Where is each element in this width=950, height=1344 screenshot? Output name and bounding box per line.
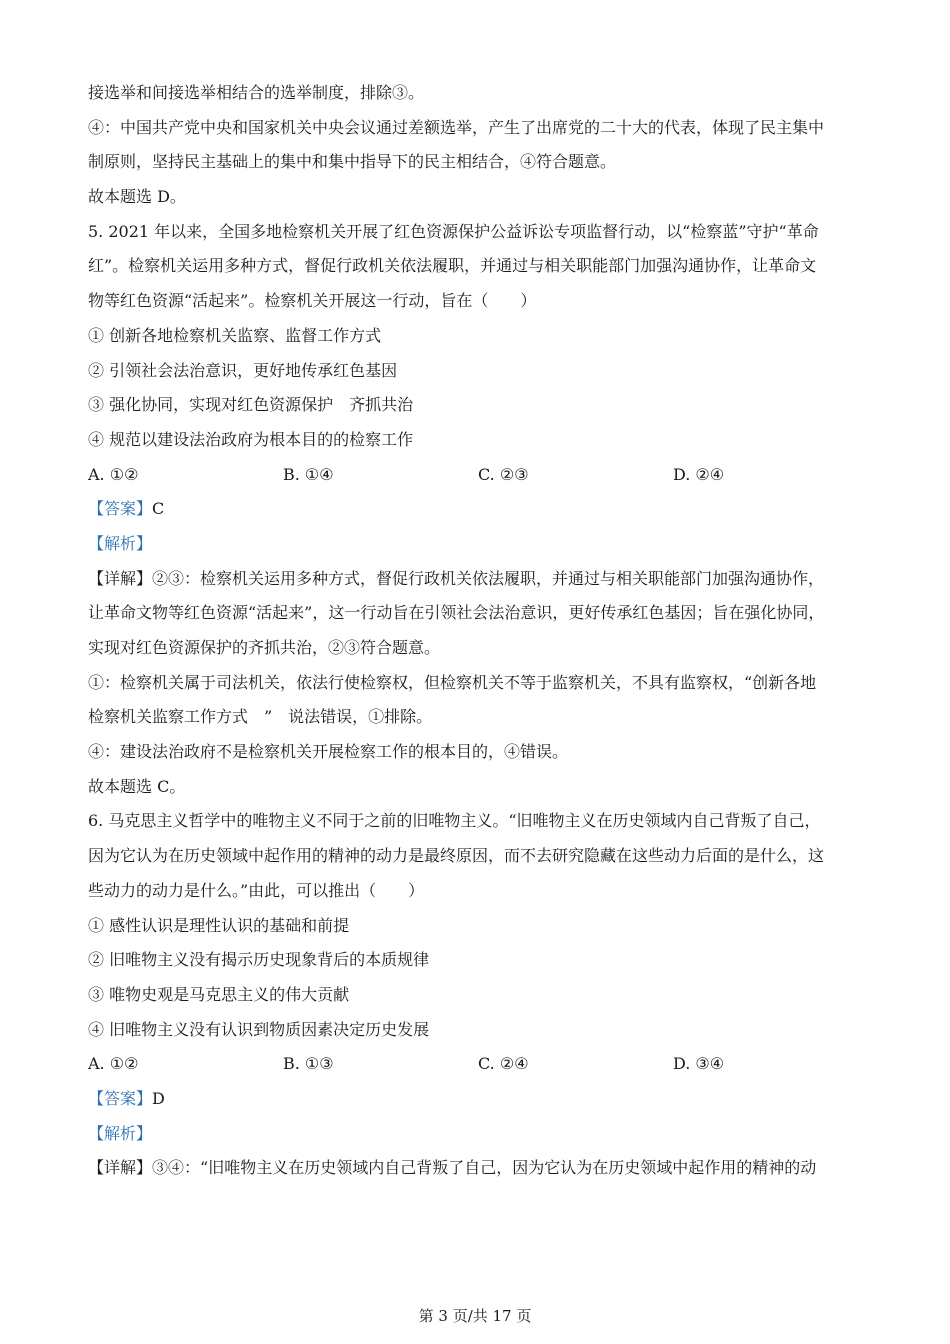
text-line: 制原则，坚持民主基础上的集中和集中指导下的民主相结合，④符合题意。 (88, 152, 617, 172)
q6-stem-line: 6. 马克思主义哲学中的唯物主义不同于之前的旧唯物主义。“旧唯物主义在历史领域内自己背叛了自己， (88, 811, 821, 831)
q5-detail-line: ④：建设法治政府不是检察机关开展检察工作的根本目的，④错误。 (88, 742, 569, 762)
document-body (88, 76, 868, 1186)
q6-item: ① 感性认识是理性认识的基础和前提 (88, 915, 350, 935)
q5-answer (88, 492, 868, 527)
q5-options (88, 458, 868, 493)
q6-option-c: C. ②④ (478, 1054, 529, 1074)
q6-option-b: B. ①③ (283, 1054, 334, 1074)
detail-text: ②③：检察机关运用多种方式，督促行政机关依法履职，并通过与相关职能部门加强沟通协作， (152, 568, 825, 588)
q6-stem-line: 些动力的动力是什么。”由此，可以推出（ ） (88, 880, 425, 900)
answer-tag: 【答案】 (88, 1088, 153, 1108)
q5-analysis (88, 527, 868, 562)
q5-item: ③ 强化协同，实现对红色资源保护 齐抓共治 (88, 395, 414, 415)
q5-option-c: C. ②③ (478, 464, 529, 484)
detail-text: ③④：“旧唯物主义在历史领域内自己背叛了自己，因为它认为在历史领域中起作用的精神的动 (152, 1158, 817, 1178)
q6-answer (88, 1082, 868, 1117)
answer-tag: 【答案】 (88, 499, 153, 519)
q5-option-d: D. ②④ (673, 464, 725, 484)
q6-item: ③ 唯物史观是马克思主义的伟大贡献 (88, 984, 350, 1004)
q5-stem-line: 物等红色资源“活起来”。检察机关开展这一行动，旨在（ ） (88, 291, 537, 311)
q5-detail-line: 检察机关监察工作方式 ” 说法错误，①排除。 (88, 707, 433, 727)
text-line: 接选举和间接选举相结合的选举制度，排除③。 (88, 83, 425, 102)
analysis-tag: 【解析】 (88, 533, 153, 553)
q5-item: ② 引领社会法治意识，更好地传承红色基因 (88, 360, 398, 380)
q5-stem-line: 5. 2021 年以来，全国多地检察机关开展了红色资源保护公益诉讼专项监督行动，以“检察蓝”守护“革命 (88, 221, 819, 241)
q6-item: ② 旧唯物主义没有揭示历史现象背后的本质规律 (88, 950, 430, 970)
q6-option-a: A. ①② (88, 1054, 139, 1074)
text-line: 故本题选 D。 (88, 187, 186, 207)
detail-tag: 【详解】 (88, 568, 153, 588)
q5-detail-line (88, 562, 868, 597)
q5-detail-line: 实现对红色资源保护的齐抓共治，②③符合题意。 (88, 638, 441, 657)
detail-tag: 【详解】 (88, 1158, 153, 1178)
q5-detail-line: 故本题选 C。 (88, 776, 186, 796)
q5-option-a: A. ①② (88, 464, 139, 484)
page-number: 第 3 页/共 17 页 (418, 1307, 532, 1325)
q6-analysis (88, 1117, 868, 1152)
q5-detail-line: ①：检察机关属于司法机关，依法行使检察权，但检察机关不等于监察机关，不具有监察权，“创新各地 (88, 672, 817, 692)
answer-value: C (152, 499, 165, 519)
q6-option-d: D. ③④ (673, 1054, 725, 1074)
q6-item: ④ 旧唯物主义没有认识到物质因素决定历史发展 (88, 1019, 430, 1039)
q5-stem-line: 红”。检察机关运用多种方式，督促行政机关依法履职，并通过与相关职能部门加强沟通协作，让革命文 (88, 256, 817, 276)
analysis-tag: 【解析】 (88, 1123, 153, 1143)
q6-detail-line (88, 1151, 868, 1186)
q6-options (88, 1047, 868, 1082)
text-line: ④：中国共产党中央和国家机关中央会议通过差额选举，产生了出席党的二十大的代表，体现了民主集中 (88, 117, 825, 137)
q5-item: ④ 规范以建设法治政府为根本目的的检察工作 (88, 429, 414, 449)
q5-option-b: B. ①④ (283, 464, 334, 484)
answer-value: D (152, 1088, 165, 1108)
q6-stem-line: 因为它认为在历史领域中起作用的精神的动力是最终原因，而不去研究隐藏在这些动力后面的是什么，这 (88, 846, 825, 866)
q5-detail-line: 让革命文物等红色资源“活起来”，这一行动旨在引领社会法治意识，更好传承红色基因；旨在强化协同， (88, 603, 825, 623)
q5-item: ① 创新各地检察机关监察、监督工作方式 (88, 325, 382, 345)
